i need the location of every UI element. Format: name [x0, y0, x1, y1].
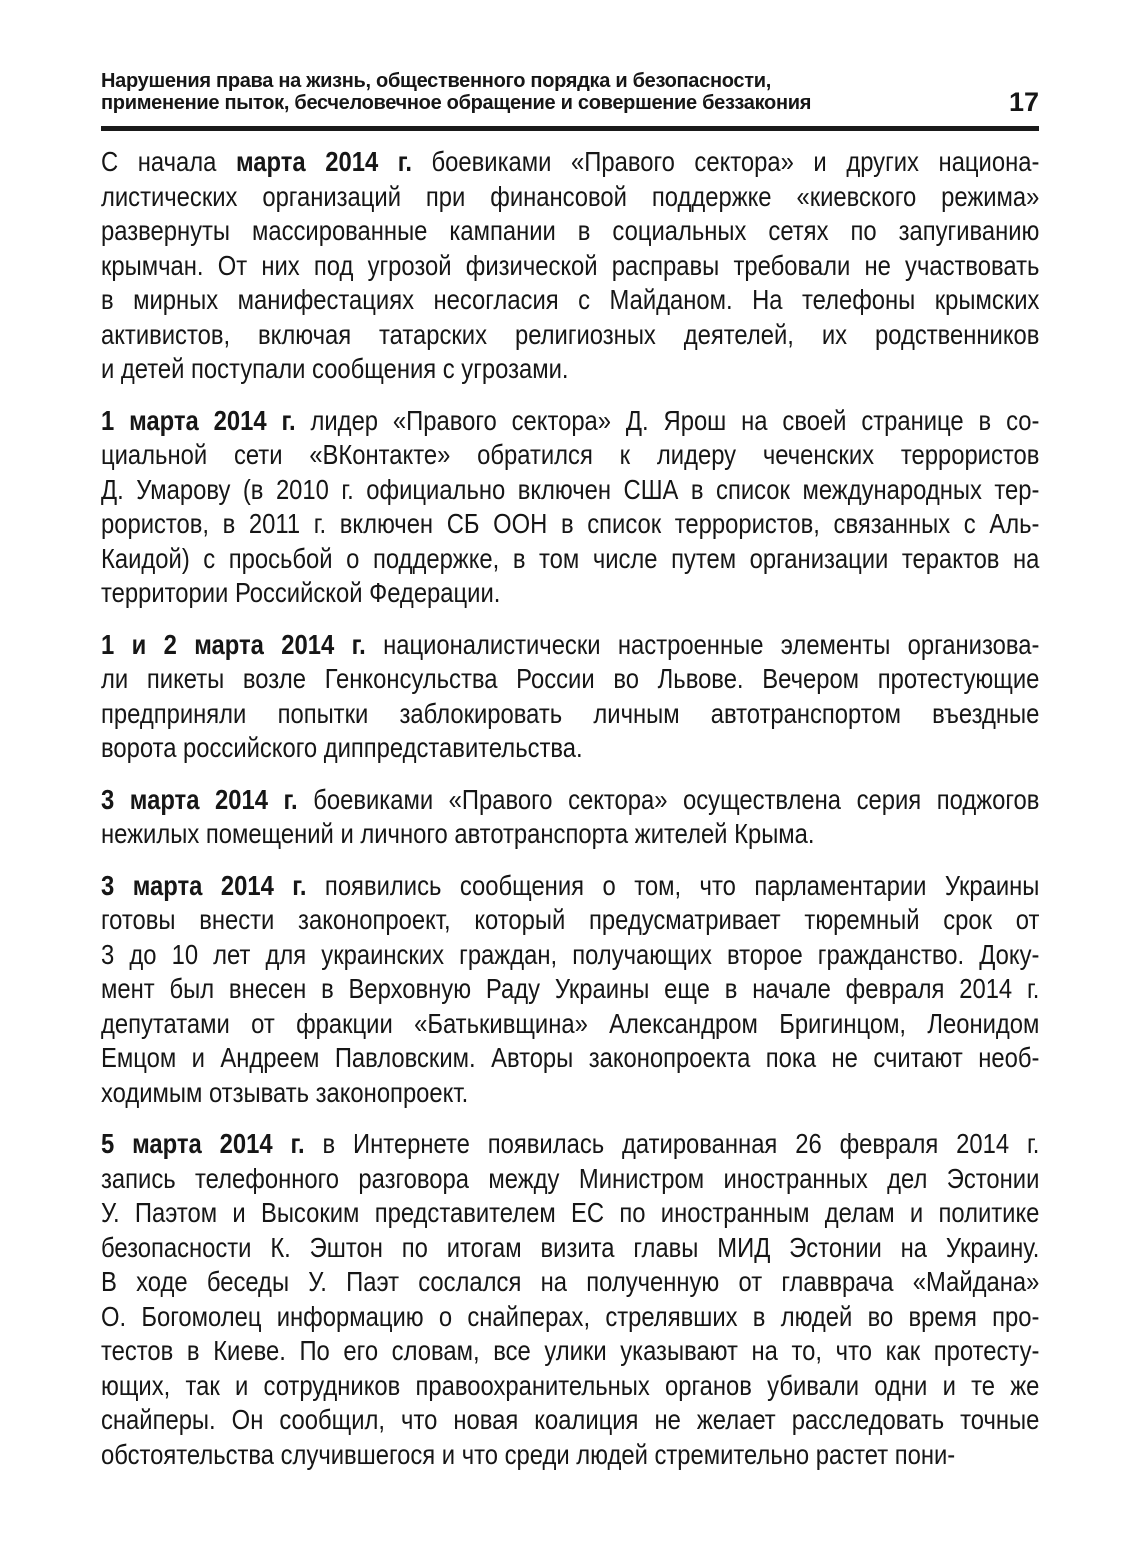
date-lead: 1 и 2 марта 2014 г. — [101, 628, 366, 660]
text-line: снайперы. Он сообщил, что новая коалиция не желает расследовать точные — [101, 1404, 1040, 1435]
paragraph — [101, 869, 1039, 1111]
paragraph — [101, 783, 1039, 852]
paragraph — [101, 1127, 1039, 1472]
line-text: боевиками «Правого сектора» осуществлена серия поджогов — [297, 783, 1040, 815]
text-line: Емцом и Андреем Павловским. Авторы законопроекта пока не считают необ- — [101, 1042, 1040, 1073]
text-line: ли пикеты возле Генконсульства России во Львове. Вечером протестующие — [101, 663, 1040, 694]
text-line: У. Паэтом и Высоким представителем ЕС по иностранным делам и политике — [101, 1197, 1040, 1228]
text-line: Каидой) с просьбой о поддержке, в том числе путем организации терактов на — [101, 542, 1040, 574]
text-line — [101, 404, 1039, 439]
text-line: готовы внести законопроект, который предусматривает тюремный срок от — [101, 904, 1040, 935]
text-line: крымчан. От них под угрозой физической расправы требовали не участвовать — [101, 249, 1040, 281]
text-line — [101, 628, 1039, 663]
text-line: О. Богомолец информацию о снайперах, стрелявших в людей во время про- — [101, 1300, 1040, 1332]
text-line: депутатами от фракции «Батькивщина» Александром Бригинцом, Леонидом — [101, 1007, 1040, 1039]
date-lead: 3 марта 2014 г. — [101, 869, 307, 901]
text-line: Д. Умарову (в 2010 г. официально включен США в список международных тер- — [101, 473, 1040, 505]
text-line: циальной сети «ВКонтакте» обратился к лидеру чеченских террористов — [101, 439, 1040, 470]
text-line: обстоятельства случившегося и что среди людей стремительно растет пони- — [101, 1438, 956, 1470]
date-lead: 1 марта 2014 г. — [101, 404, 296, 436]
text-line — [101, 1127, 1039, 1162]
text-line — [101, 783, 1039, 818]
text-line: нежилых помещений и личного автотранспорта жителей Крыма. — [101, 818, 815, 849]
header-title-line-2: применение пыток, бесчеловечное обращение и совершение беззакония — [101, 92, 812, 114]
line-text: боевиками «Правого сектора» и других национа- — [411, 146, 1040, 177]
paragraph — [101, 628, 1039, 766]
text-line: В ходе беседы У. Паэт сослался на полученную от главврача «Майдана» — [101, 1266, 1040, 1297]
header-title-line-1: Нарушения права на жизнь, общественного порядка и безопасности, — [101, 70, 771, 92]
header-title — [101, 70, 811, 114]
date-lead: 3 марта 2014 г. — [101, 783, 298, 815]
text-line: тестов в Киеве. По его словам, все улики указывают на то, что как протесту- — [101, 1335, 1040, 1366]
text-line: в мирных манифестациях несогласия с Майданом. На телефоны крымских — [101, 284, 1040, 315]
text-line — [101, 869, 1039, 904]
text-line — [101, 145, 1039, 180]
text-line: развернуты массированные кампании в социальных сетях по запугиванию — [101, 215, 1040, 246]
date-lead: марта 2014 г. — [236, 146, 412, 177]
header-rule — [101, 126, 1039, 131]
text-line: мент был внесен в Верховную Раду Украины еще в начале февраля 2014 г. — [101, 973, 1040, 1004]
text-line: ворота российского диппредставительства. — [101, 732, 583, 763]
text-line: ющих, так и сотрудников правоохранительных органов убивали одни и те же — [101, 1369, 1040, 1401]
paragraph — [101, 404, 1039, 611]
lead-text: С начала — [101, 146, 237, 177]
paragraph — [101, 145, 1039, 387]
running-header — [101, 70, 1039, 117]
page-number: 17 — [1008, 87, 1039, 117]
line-text: лидер «Правого сектора» Д. Ярош на своей странице в со- — [295, 404, 1040, 436]
line-text: в Интернете появилась датированная 26 февраля 2014 г. — [304, 1128, 1040, 1159]
date-lead: 5 марта 2014 г. — [101, 1128, 305, 1159]
text-line: ходимым отзывать законопроект. — [101, 1076, 469, 1108]
page-content — [101, 145, 1039, 1472]
text-line: безопасности К. Эштон по итогам визита главы МИД Эстонии на Украину. — [101, 1231, 1040, 1263]
text-line: 3 до 10 лет для украинских граждан, получающих второе гражданство. Доку- — [101, 938, 1040, 970]
text-line: активистов, включая татарских религиозных деятелей, их родственников — [101, 318, 1040, 350]
line-text: националистически настроенные элементы организова- — [365, 628, 1040, 660]
text-line: территории Российской Федерации. — [101, 577, 501, 608]
text-line: предприняли попытки заблокировать личным автотранспортом въездные — [101, 697, 1040, 729]
text-line: запись телефонного разговора между Министром иностранных дел Эстонии — [101, 1162, 1040, 1194]
text-line: и детей поступали сообщения с угрозами. — [101, 353, 569, 384]
text-line: листических организаций при финансовой поддержке «киевского режима» — [101, 180, 1040, 212]
text-line: рористов, в 2011 г. включен СБ ООН в список террористов, связанных с Аль- — [101, 508, 1040, 539]
line-text: появились сообщения о том, что парламентарии Украины — [306, 869, 1040, 901]
